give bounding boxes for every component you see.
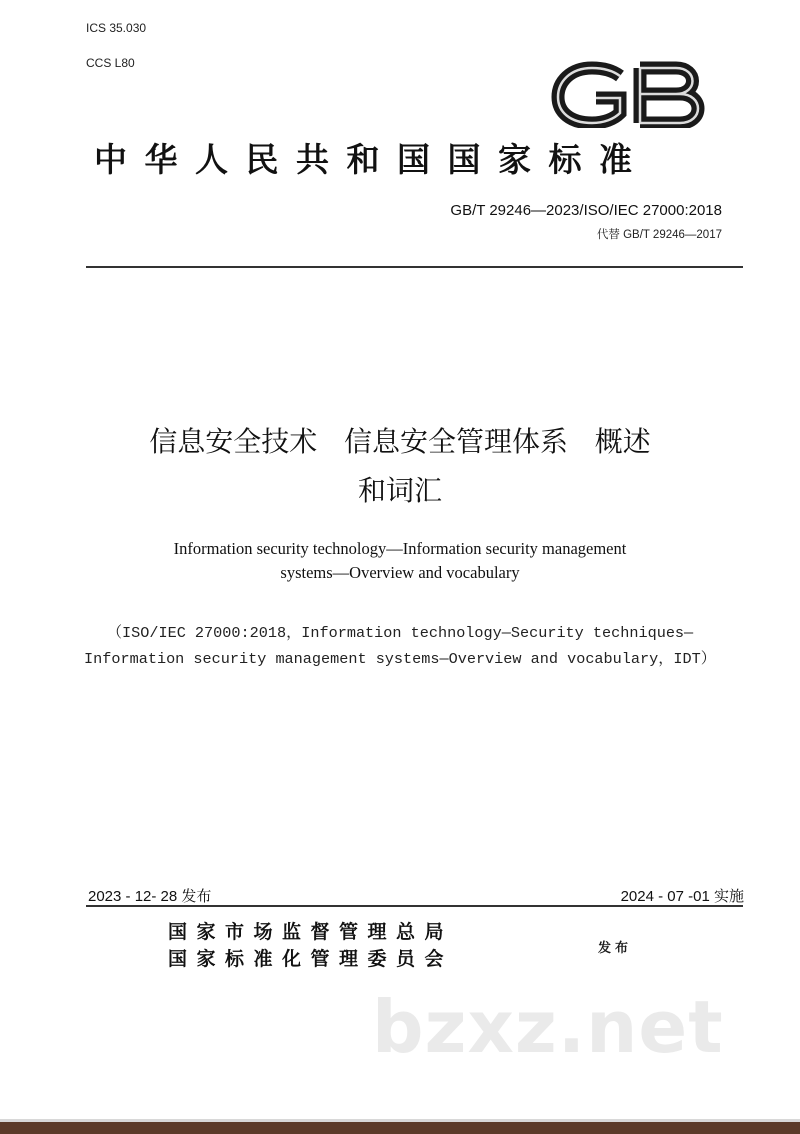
ccs-code: CCS L80 <box>86 56 135 70</box>
publish-label: 发布 <box>598 941 633 956</box>
gb-logo <box>548 60 708 128</box>
bottom-divider <box>86 905 743 907</box>
issue-date: 2023 - 12- 28 发布 <box>88 888 212 905</box>
watermark: bzxz.net <box>372 985 724 1069</box>
standard-number: GB/T 29246—2023/ISO/IEC 27000:2018 <box>450 202 722 219</box>
implementation-date: 2024 - 07 -01 实施 <box>620 888 744 905</box>
issuer-samr: 国家市场监督管理总局 <box>168 921 454 943</box>
chinese-title-line-2: 和词汇 <box>357 474 442 507</box>
iso-reference-line-2: Information security management systems—Overview and vocabulary，IDT） <box>84 650 716 668</box>
iso-reference-line-1: （ISO/IEC 27000:2018，Information technology—Security techniques— <box>106 624 694 642</box>
issuer-sac: 国家标准化管理委员会 <box>168 948 454 970</box>
english-title-line-2: systems—Overview and vocabulary <box>280 563 520 582</box>
ics-code: ICS 35.030 <box>86 21 147 35</box>
replaces-standard: 代替 GB/T 29246—2017 <box>596 229 722 241</box>
english-title-line-1: Information security technology—Information security management <box>173 539 627 558</box>
national-standard-title: 中华人民共和国国家标准 <box>94 140 650 179</box>
bottom-band <box>0 1122 800 1134</box>
chinese-title-line-1: 信息安全技术 信息安全管理体系 概述 <box>149 425 651 458</box>
top-divider <box>86 266 743 268</box>
